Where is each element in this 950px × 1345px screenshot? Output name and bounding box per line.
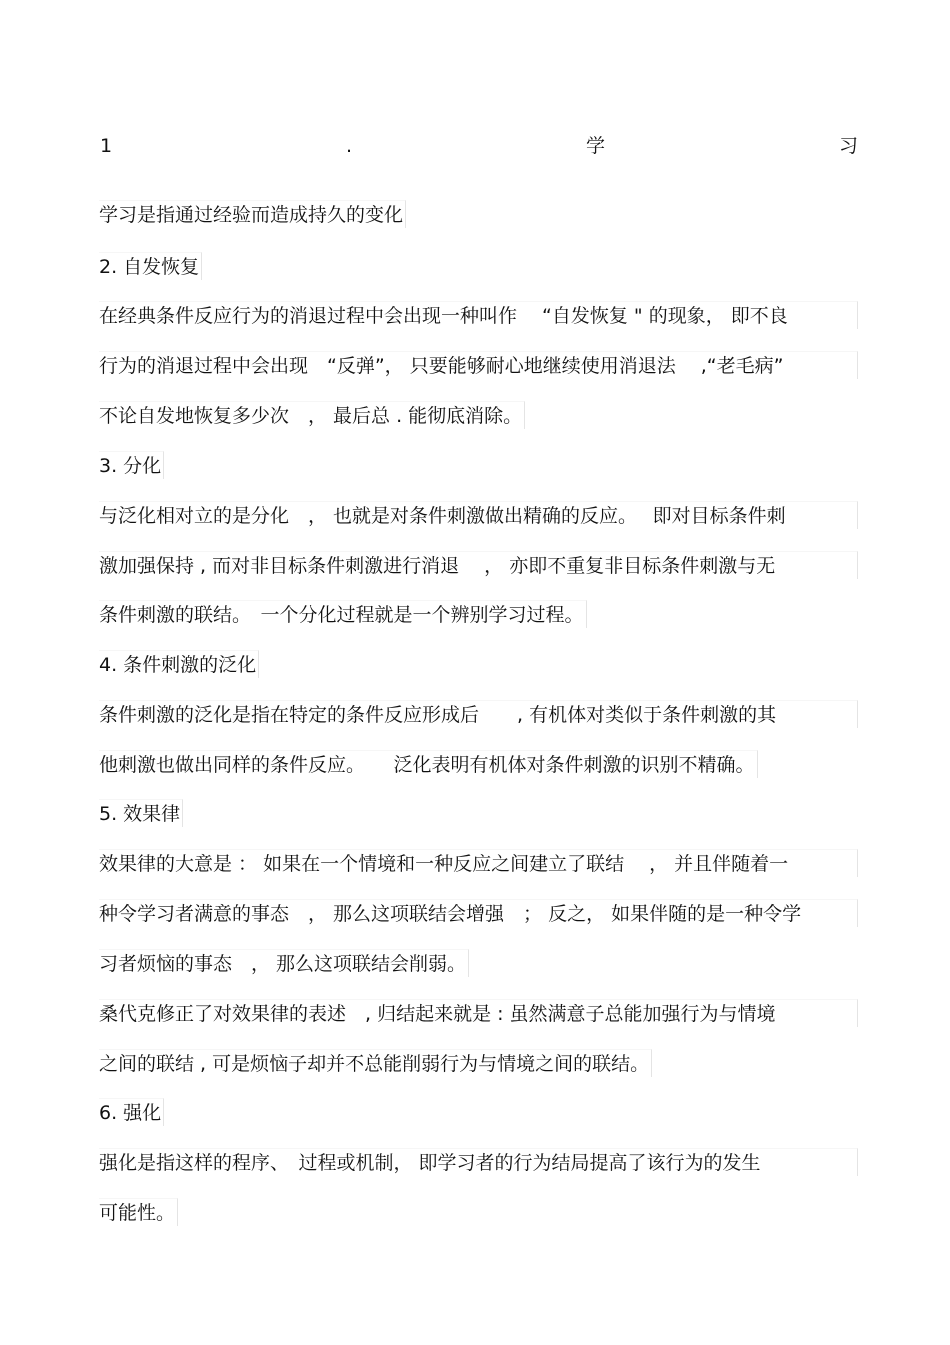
- title-dot: .: [346, 135, 353, 157]
- paragraph-line: 与泛化相对立的是分化 ， 也就是对条件刺激做出精确的反应。 即对目标条件刺: [99, 501, 858, 529]
- paragraph-line: 他刺激也做出同样的条件反应。 泛化表明有机体对条件刺激的识别不精确。: [99, 750, 758, 778]
- title-char-1: 学: [586, 135, 606, 157]
- paragraph-line: 行为的消退过程中会出现 “反弹”， 只要能够耐心地继续使用消退法 ,“老毛病”: [99, 351, 858, 379]
- paragraph-line: 条件刺激的联结。 一个分化过程就是一个辨别学习过程。: [99, 600, 587, 628]
- heading-generalization: 4. 条件刺激的泛化: [99, 650, 259, 678]
- heading-spontaneous-recovery: 2. 自发恢复: [99, 252, 202, 280]
- paragraph-line: 种令学习者满意的事态 ， 那么这项联结会增强 ； 反之， 如果伴随的是一种令学: [99, 899, 858, 927]
- definition-learning: 学习是指通过经验而造成持久的变化: [99, 200, 406, 228]
- paragraph-line: 效果律的大意是 ： 如果在一个情境和一种反应之间建立了联结 ， 并且伴随着一: [99, 849, 858, 877]
- paragraph-line: 桑代克修正了对效果律的表述 , 归结起来就是 : 虽然满意子总能加强行为与情境: [99, 999, 858, 1027]
- heading-reinforcement: 6. 强化: [99, 1098, 164, 1126]
- paragraph-line: 激加强保持 , 而对非目标条件刺激进行消退 ， 亦即不重复非目标条件刺激与无: [99, 551, 858, 579]
- heading-law-of-effect: 5. 效果律: [99, 799, 183, 827]
- heading-differentiation: 3. 分化: [99, 451, 164, 479]
- title-char-2: 习: [838, 135, 858, 157]
- paragraph-line: 之间的联结 , 可是烦恼子却并不总能削弱行为与情境之间的联结。: [99, 1049, 652, 1077]
- paragraph-line: 习者烦恼的事态 ， 那么这项联结会削弱。: [99, 949, 469, 977]
- paragraph-line: 在经典条件反应行为的消退过程中会出现一种叫作 “自发恢复 " 的现象， 即不良: [99, 301, 858, 329]
- paragraph-line: 条件刺激的泛化是指在特定的条件反应形成后 , 有机体对类似于条件刺激的其: [99, 700, 858, 728]
- title-number: 1: [100, 135, 113, 157]
- paragraph-line: 强化是指这样的程序、 过程或机制， 即学习者的行为结局提高了该行为的发生: [99, 1148, 858, 1176]
- paragraph-line: 可能性。: [99, 1198, 178, 1226]
- document-title: [100, 133, 858, 159]
- paragraph-line: 不论自发地恢复多少次 ， 最后总 . 能彻底消除。: [99, 401, 525, 429]
